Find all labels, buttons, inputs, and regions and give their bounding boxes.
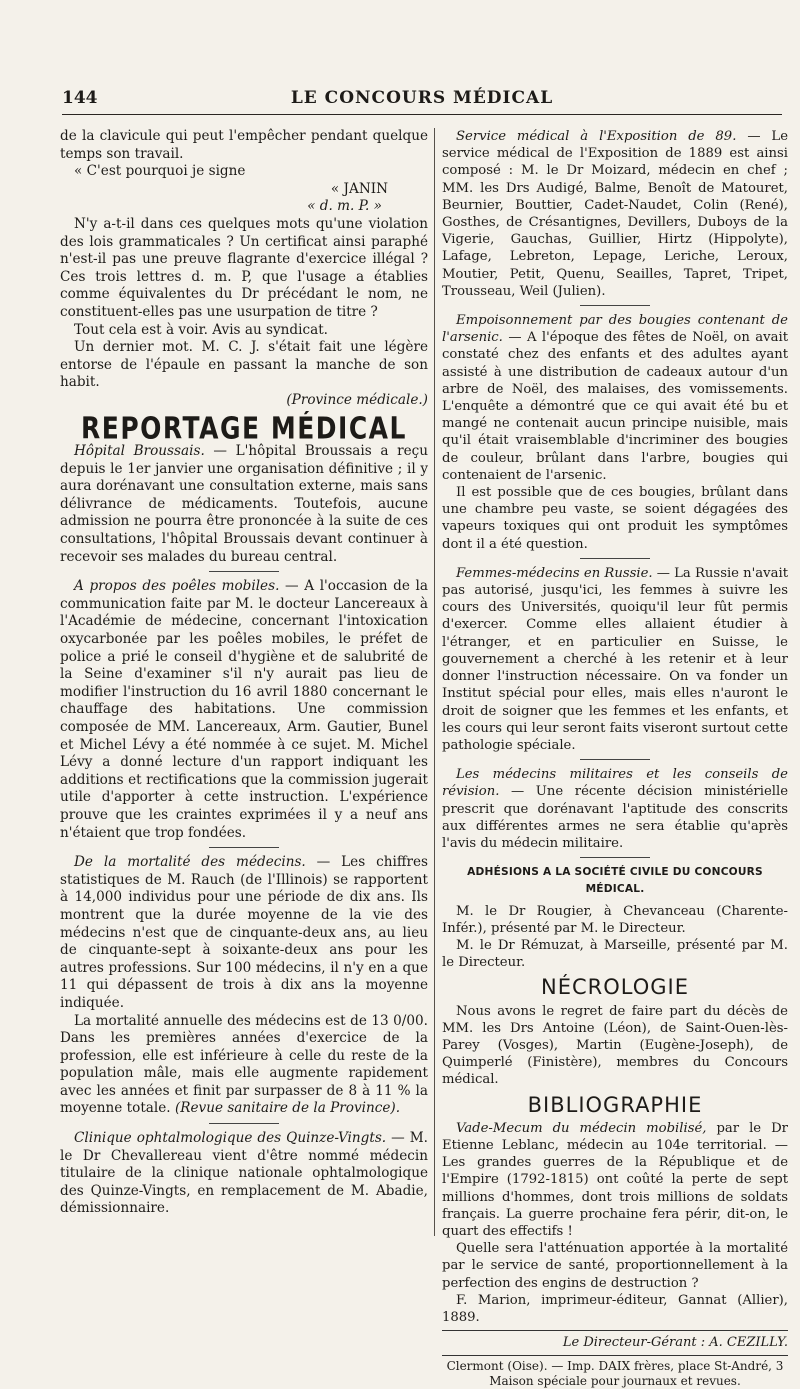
article-text: — A l'occasion de la communication faite par M. le docteur Lancereaux à l'Académie de médecine, concernant l'intoxication oxycarbonée par les poêles mobiles, le préfet de police a prié le conseil d'hygiène et de salubrité de la Seine d'examiner s'il n'y aurait pas lieu de modifier l'instruction du 16 avril 1880 concernant le chauffage des habitations. Une commission composée de MM. Lancereaux, Arm. Gautier, Bunel et Michel Lévy a été nommée à ce sujet. M. Michel Lévy a donné lecture d'un rapport indiquant les additions et rectifications que la commission jugerait utile d'apporter à cette instruction. L'expérience prouve que les craintes exprimées il y a neuf ans n'étaient que trop fondées. bbox=[60, 578, 429, 841]
paragraph: Un dernier mot. M. C. J. s'était fait une légère entorse de l'épaule en passant la manche de son habit. bbox=[60, 339, 428, 391]
article-title: De la mortalité des médecins. bbox=[74, 854, 306, 871]
separator-rule bbox=[580, 857, 650, 858]
signature: « d. m. P. » bbox=[307, 198, 382, 215]
imprint-line: Clermont (Oise). — Imp. DAIX frères, place St-André, 3 bbox=[446, 1359, 784, 1374]
signature: « JANIN bbox=[330, 180, 388, 197]
paragraph: Nous avons le regret de faire part du décès de MM. les Drs Antoine (Léon), de Saint-Ouen-lès-Parey (Vosges), Martin (Eugène-Joseph), de Quimperlé (Finistère), membres du Concours médical. bbox=[442, 1003, 788, 1088]
separator-rule bbox=[209, 1123, 279, 1124]
adhesions-heading: ADHÉSIONS A LA SOCIÉTÉ CIVILE DU CONCOURS MÉDICAL. bbox=[467, 866, 763, 896]
separator-rule bbox=[209, 571, 279, 572]
article bbox=[442, 1120, 788, 1240]
article bbox=[60, 854, 428, 1012]
article-title: A propos des poêles mobiles. bbox=[74, 578, 280, 595]
director-signature: Le Directeur-Gérant : A. CEZILLY. bbox=[562, 1335, 788, 1351]
left-column bbox=[60, 128, 428, 1218]
article-text: — A l'époque des fêtes de Noël, on avait constaté chez des enfants et des adultes ayant assisté à une distribution de cadeaux autour d'un arbre de Noël, des malaises, des vomissements. L'enquête a démontré que ce qui avait été bu et mangé ne contenait aucun principe nuisible, mais qu'il était vraisemblable d'incriminer des bougies de couleur, brûlant dans l'arbre, bougies qui contenaient de l'arsenic. bbox=[442, 330, 788, 483]
article-title: Hôpital Broussais. bbox=[74, 443, 205, 460]
section-heading: REPORTAGE MÉDICAL bbox=[81, 410, 407, 446]
necrologie-heading: NÉCROLOGIE bbox=[541, 975, 689, 1000]
right-column bbox=[442, 128, 788, 1389]
article-text: — L'hôpital Broussais a reçu depuis le 1er janvier une organisation définitive ; il y aura dorénavant une consultation externe, mais sans délivrance de médicaments. Toutefois, aucune admission ne pourra être prononcée à la suite de ces consultations, l'hôpital Broussais devant continuer à recevoir ses malades du bureau central. bbox=[60, 443, 428, 565]
article-text: — Le service médical de l'Exposition de 1889 est ainsi composé : M. le Dr Moizard, médecin en chef ; MM. les Drs Audigé, Balme, Benoît de Matouret, Beurnier, Bouttier, Cadet-Naudet, Colin (René), Gosthes, de Crésantignes, Devillers, Duboys de la Vigerie, Gauchas, Guillier, Hirtz (Hippolyte), Lafage, Lebreton, Lepage, Leriche, Leroux, Moutier, Petit, Quenu, Seailles, Tapret, Tripet, Trousseau, Weil (Julien). bbox=[442, 129, 788, 299]
paragraph: M. le Dr Rémuzat, à Marseille, présenté par M. le Directeur. bbox=[442, 937, 788, 971]
separator-rule bbox=[580, 558, 650, 559]
paragraph: « C'est pourquoi je signe bbox=[74, 163, 246, 180]
article-title: Empoisonnement par des bougies contenant de l'arsenic. bbox=[442, 313, 788, 346]
source-citation: (Revue sanitaire de la Province). bbox=[174, 1100, 401, 1117]
article bbox=[442, 312, 788, 484]
paragraph: de la clavicule qui peut l'empêcher pendant quelque temps son travail. bbox=[60, 128, 428, 162]
article bbox=[60, 1130, 428, 1218]
paragraph: Il est possible que de ces bougies, brûlant dans une chambre peu vaste, se soient dégagées des vapeurs toxiques qui ont produit les symptômes dont il a été question. bbox=[442, 485, 788, 552]
footer-rule bbox=[442, 1355, 788, 1356]
separator-rule bbox=[580, 305, 650, 306]
article-title: Clinique ophtalmologique des Quinze-Vingts. bbox=[74, 1130, 387, 1147]
article-title: Vade-Mecum du médecin mobilisé, bbox=[456, 1120, 707, 1136]
article-text: — Une récente décision ministérielle prescrit que dorénavant l'aptitude des conscrits aux différentes armes ne sera établie qu'après l'avis du médecin militaire. bbox=[442, 784, 788, 851]
publisher-line: F. Marion, imprimeur-éditeur, Gannat (Allier), 1889. bbox=[442, 1292, 788, 1325]
article-text: — Les chiffres statistiques de M. Rauch (de l'Illinois) se rapportent à 14,000 individus pour une période de dix ans. Ils montrent que la durée moyenne de la vie des médecins n'est que de cinquante-deux ans, au lieu de cinquante-sept à soixante-deux ans pour les autres professions. Sur 100 médecins, il n'y en a que 11 qui dépassent de trois à dix ans la moyenne indiquée. bbox=[60, 854, 428, 1011]
footer-rule bbox=[442, 1330, 788, 1331]
source-citation: (Province médicale.) bbox=[286, 391, 428, 408]
article-title: Femmes-médecins en Russie. bbox=[456, 565, 653, 581]
article bbox=[442, 766, 788, 852]
article bbox=[442, 565, 788, 754]
article-text: — M. le Dr Chevallereau vient d'être nommé médecin titulaire de la clinique nationale ophtalmologique des Quinze-Vingts, en remplacement de M. Abadie, démissionnaire. bbox=[60, 1130, 428, 1217]
article bbox=[442, 128, 788, 300]
page-header bbox=[62, 82, 782, 115]
separator-rule bbox=[209, 847, 279, 848]
paragraph: Tout cela est à voir. Avis au syndicat. bbox=[74, 321, 328, 338]
article bbox=[60, 443, 428, 566]
paragraph: N'y a-t-il dans ces quelques mots qu'une violation des lois grammaticales ? Un certificat ainsi paraphé n'est-il pas une preuve flagrante d'exercice illégal ? Ces trois lettres d. m. P, que l'usage a établies comme équivalentes du Dr précédant le nom, ne constituent-elles pas une usurpation de titre ? bbox=[60, 215, 428, 320]
separator-rule bbox=[580, 759, 650, 760]
imprint-line: Maison spéciale pour journaux et revues. bbox=[489, 1374, 741, 1389]
article-title: Les médecins militaires et les conseils de révision. bbox=[442, 767, 788, 800]
column-divider bbox=[434, 128, 435, 1236]
running-head: LE CONCOURS MÉDICAL bbox=[290, 88, 554, 108]
article-text: La mortalité annuelle des médecins est de 13 0/00. Dans les premières années d'exercice de la profession, elle est inférieure à celle du reste de la population mâle, mais elle augmente rapidement avec les années et finit par surpasser de 8 à 11 % la moyenne totale. bbox=[60, 1012, 428, 1117]
page-number: 144 bbox=[62, 88, 98, 108]
article-text: — La Russie n'avait pas autorisé, jusqu'ici, les femmes à suivre les cours des Universités, quoiqu'il leur fût permis d'exercer. Comme elles allaient étudier à l'étranger, et en particulier en Suisse, le gouvernement a cherché à les retenir et à leur donner l'instruction nécessaire. On va fonder un Institut spécial pour elles, mais elles n'auront le droit de soigner que les femmes et les enfants, et les cours qui leur seront faits viseront surtout cette pathologie spéciale. bbox=[442, 565, 788, 753]
paragraph: Quelle sera l'atténuation apportée à la mortalité par le service de santé, proportionnellement à la perfection des engins de destruction ? bbox=[442, 1241, 788, 1291]
article bbox=[60, 578, 428, 842]
paragraph bbox=[60, 1013, 428, 1119]
paragraph: M. le Dr Rougier, à Chevanceau (Charente-Infér.), présenté par M. le Directeur. bbox=[442, 903, 788, 936]
bibliographie-heading: BIBLIOGRAPHIE bbox=[527, 1092, 703, 1117]
article-text: par le Dr Etienne Leblanc, médecin au 104e territorial. — Les grandes guerres de la République et de l'Empire (1792-1815) ont coûté la perte de sept millions d'hommes, dont trois millions de soldats français. La guerre prochaine fera périr, dit-on, le quart des effectifs ! bbox=[442, 1120, 788, 1239]
article-title: Service médical à l'Exposition de 89. bbox=[456, 129, 737, 144]
